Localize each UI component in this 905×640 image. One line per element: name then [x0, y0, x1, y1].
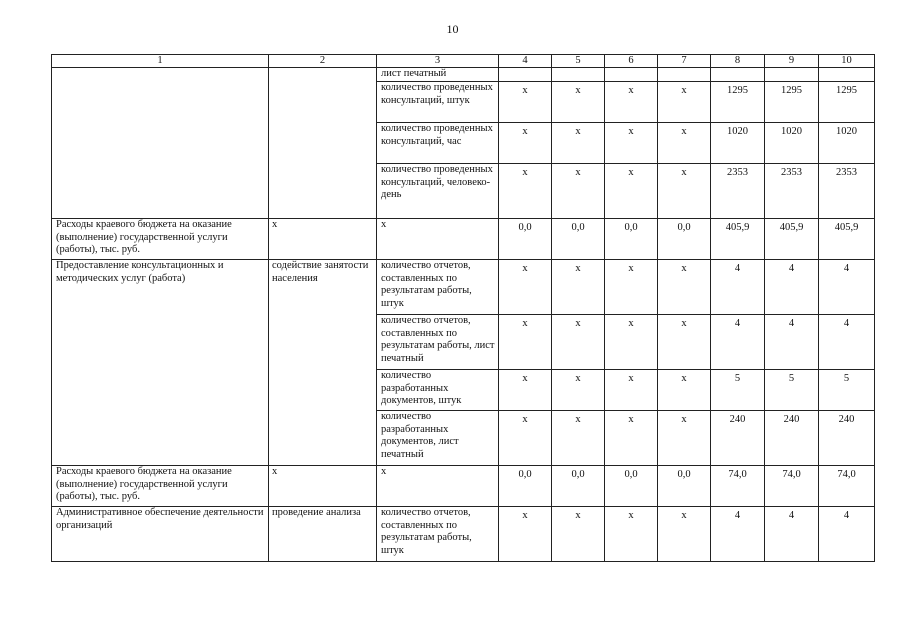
column-header: 2: [269, 55, 377, 68]
value-cell: 240: [711, 411, 765, 466]
value-cell: 4: [819, 260, 875, 315]
table-header-row: [52, 55, 875, 68]
budget-table: [51, 54, 875, 562]
table-row: [52, 260, 875, 315]
column-header: 4: [499, 55, 552, 68]
value-cell: [658, 68, 711, 82]
table-row: [52, 68, 875, 82]
value-cell: х: [605, 507, 658, 562]
value-cell: [499, 68, 552, 82]
value-cell: х: [605, 315, 658, 370]
value-cell: х: [658, 123, 711, 164]
value-cell: х: [552, 82, 605, 123]
value-cell: х: [552, 507, 605, 562]
indicator-cell: количество разработанных документов, лист печатный: [377, 411, 499, 466]
value-cell: х: [552, 370, 605, 411]
column-header: 8: [711, 55, 765, 68]
value-cell: х: [552, 164, 605, 219]
value-cell: х: [499, 260, 552, 315]
value-cell: х: [499, 123, 552, 164]
value-cell: 1295: [711, 82, 765, 123]
page-number: 10: [446, 22, 459, 36]
value-cell: х: [499, 315, 552, 370]
indicator-cell: х: [377, 219, 499, 260]
value-cell: х: [552, 411, 605, 466]
indicator-cell: количество проведенных консультаций, штук: [377, 82, 499, 123]
value-cell: 1020: [711, 123, 765, 164]
indicator-cell: количество отчетов, составленных по результатам работы, штук: [377, 260, 499, 315]
indicator-cell: количество отчетов, составленных по результатам работы, лист печатный: [377, 315, 499, 370]
service-cell: содействие занятости населения: [269, 260, 377, 466]
value-cell: 4: [765, 315, 819, 370]
value-cell: х: [658, 82, 711, 123]
column-header: 6: [605, 55, 658, 68]
value-cell: х: [658, 315, 711, 370]
value-cell: 74,0: [819, 466, 875, 507]
indicator-cell: количество проведенных консультаций, час: [377, 123, 499, 164]
row-name-cell: [52, 68, 269, 219]
value-cell: х: [499, 370, 552, 411]
value-cell: 1020: [819, 123, 875, 164]
value-cell: 5: [711, 370, 765, 411]
value-cell: х: [552, 123, 605, 164]
value-cell: 0,0: [658, 219, 711, 260]
value-cell: [711, 68, 765, 82]
service-cell: [269, 68, 377, 219]
value-cell: х: [658, 411, 711, 466]
value-cell: 4: [819, 315, 875, 370]
value-cell: х: [499, 82, 552, 123]
value-cell: [819, 68, 875, 82]
value-cell: 4: [765, 507, 819, 562]
indicator-cell: количество отчетов, составленных по результатам работы, штук: [377, 507, 499, 562]
value-cell: 0,0: [552, 219, 605, 260]
value-cell: [605, 68, 658, 82]
value-cell: 405,9: [711, 219, 765, 260]
value-cell: 1295: [765, 82, 819, 123]
value-cell: 4: [765, 260, 819, 315]
value-cell: 2353: [765, 164, 819, 219]
column-header: 1: [52, 55, 269, 68]
value-cell: 0,0: [499, 466, 552, 507]
value-cell: 4: [711, 260, 765, 315]
value-cell: х: [605, 164, 658, 219]
value-cell: х: [658, 370, 711, 411]
service-cell: х: [269, 466, 377, 507]
value-cell: х: [552, 260, 605, 315]
value-cell: [552, 68, 605, 82]
service-cell: проведение анализа: [269, 507, 377, 562]
value-cell: х: [605, 260, 658, 315]
value-cell: х: [499, 411, 552, 466]
value-cell: х: [658, 507, 711, 562]
value-cell: 405,9: [765, 219, 819, 260]
table-body: [52, 55, 875, 562]
value-cell: 1020: [765, 123, 819, 164]
value-cell: 4: [711, 315, 765, 370]
column-header: 9: [765, 55, 819, 68]
value-cell: 405,9: [819, 219, 875, 260]
value-cell: 240: [819, 411, 875, 466]
column-header: 3: [377, 55, 499, 68]
value-cell: 0,0: [552, 466, 605, 507]
value-cell: 1295: [819, 82, 875, 123]
column-header: 7: [658, 55, 711, 68]
table-row: [52, 466, 875, 507]
value-cell: х: [552, 315, 605, 370]
value-cell: [765, 68, 819, 82]
row-name-cell: Предоставление консультационных и методических услуг (работа): [52, 260, 269, 466]
value-cell: 4: [819, 507, 875, 562]
value-cell: х: [605, 123, 658, 164]
column-header: 10: [819, 55, 875, 68]
value-cell: 5: [819, 370, 875, 411]
row-name-cell: Расходы краевого бюджета на оказание (выполнение) государственной услуги (работы), тыс. руб.: [52, 219, 269, 260]
value-cell: 0,0: [499, 219, 552, 260]
value-cell: х: [499, 164, 552, 219]
value-cell: 0,0: [658, 466, 711, 507]
indicator-cell: х: [377, 466, 499, 507]
value-cell: х: [605, 370, 658, 411]
column-header: 5: [552, 55, 605, 68]
indicator-cell: количество разработанных документов, штук: [377, 370, 499, 411]
row-name-cell: Административное обеспечение деятельности организаций: [52, 507, 269, 562]
value-cell: х: [658, 260, 711, 315]
value-cell: х: [605, 82, 658, 123]
value-cell: 74,0: [765, 466, 819, 507]
indicator-cell: лист печатный: [377, 68, 499, 82]
value-cell: 0,0: [605, 466, 658, 507]
indicator-cell: количество проведенных консультаций, человеко-день: [377, 164, 499, 219]
value-cell: 4: [711, 507, 765, 562]
value-cell: х: [605, 411, 658, 466]
value-cell: х: [658, 164, 711, 219]
row-name-cell: Расходы краевого бюджета на оказание (выполнение) государственной услуги (работы), тыс. руб.: [52, 466, 269, 507]
table-row: [52, 219, 875, 260]
value-cell: 240: [765, 411, 819, 466]
service-cell: х: [269, 219, 377, 260]
value-cell: х: [499, 507, 552, 562]
table-row: [52, 507, 875, 562]
value-cell: 2353: [711, 164, 765, 219]
value-cell: 5: [765, 370, 819, 411]
value-cell: 2353: [819, 164, 875, 219]
value-cell: 74,0: [711, 466, 765, 507]
value-cell: 0,0: [605, 219, 658, 260]
